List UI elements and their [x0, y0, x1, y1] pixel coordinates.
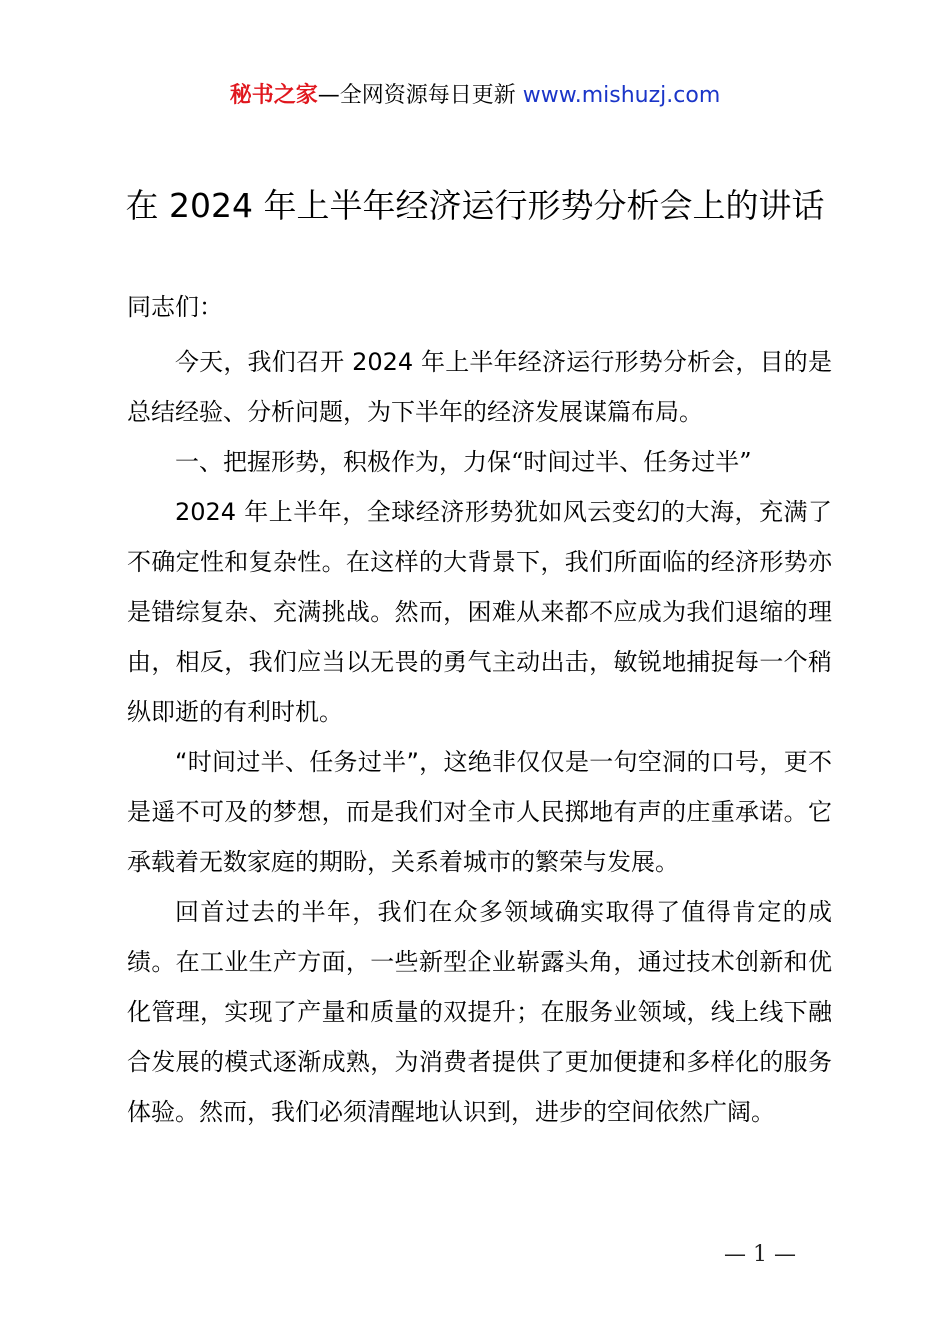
document-title: 在 2024 年上半年经济运行形势分析会上的讲话	[125, 186, 825, 225]
paragraph-review: 回首过去的半年，我们在众多领域确实取得了值得肯定的成绩。在工业生产方面，一些新型企业崭露头角，通过技术创新和优化管理，实现了产量和质量的双提升；在服务业领域，线上线下融合发展的模式逐渐成熟，为消费者提供了更加便捷和多样化的服务体验。然而，我们必须清醒地认识到，进步的空间依然广阔。	[127, 898, 832, 1126]
site-url-link[interactable]: www.mishuzj.com	[522, 83, 721, 108]
paragraph-promise: “时间过半、任务过半”，这绝非仅仅是一句空洞的口号，更不是遥不可及的梦想，而是我们对全市人民掷地有声的庄重承诺。它承载着无数家庭的期盼，关系着城市的繁荣与发展。	[127, 748, 832, 876]
greeting: 同志们：	[127, 293, 223, 321]
site-header	[0, 80, 950, 112]
document-body	[127, 337, 832, 1137]
section-heading-1: 一、把握形势，积极作为，力保“时间过半、任务过半”	[175, 448, 752, 476]
site-slogan: —全网资源每日更新	[317, 83, 516, 108]
page-number: — 1 —	[724, 1242, 796, 1267]
paragraph-situation: 2024 年上半年，全球经济形势犹如风云变幻的大海，充满了不确定性和复杂性。在这样的大背景下，我们所面临的经济形势亦是错综复杂、充满挑战。然而，困难从来都不应成为我们退缩的理由，相反，我们应当以无畏的勇气主动出击，敏锐地捕捉每一个稍纵即逝的有利时机。	[127, 498, 832, 726]
site-brand: 秘书之家	[229, 83, 318, 108]
paragraph-intro: 今天，我们召开 2024 年上半年经济运行形势分析会，目的是总结经验、分析问题，为下半年的经济发展谋篇布局。	[127, 348, 832, 426]
